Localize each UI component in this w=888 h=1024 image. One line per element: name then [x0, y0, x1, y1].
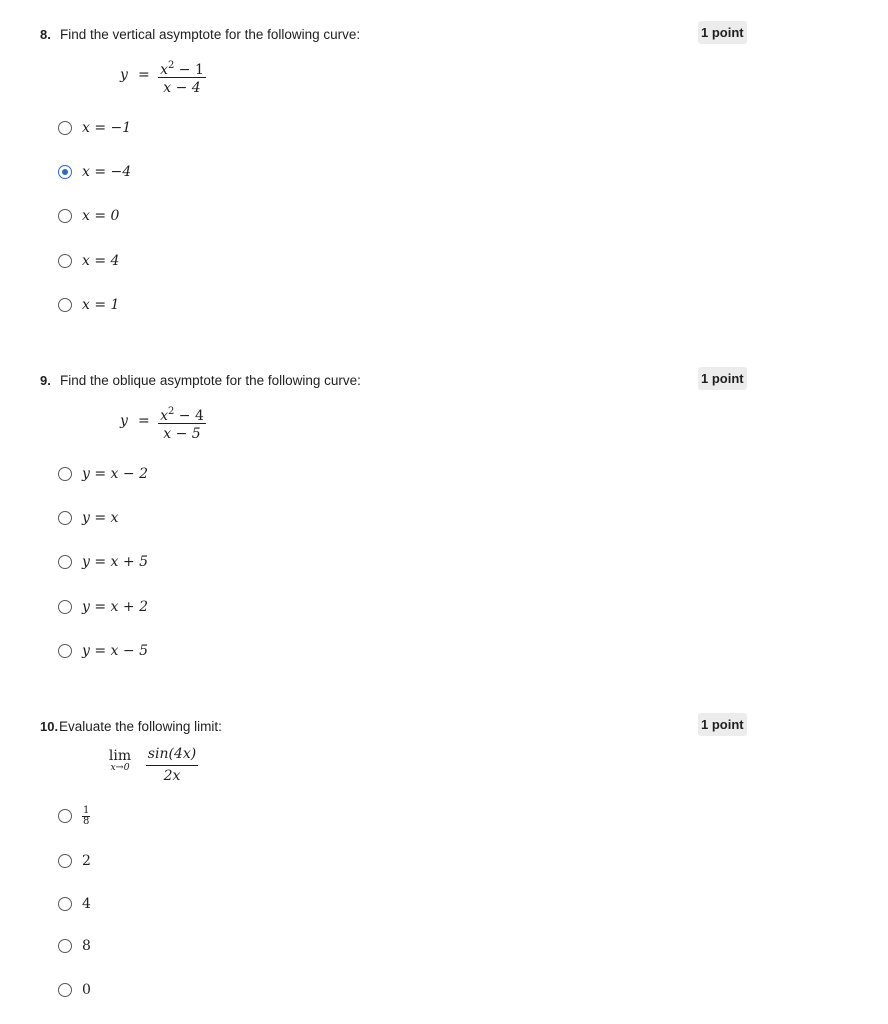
answer-option[interactable] [58, 464, 148, 484]
radio-button[interactable] [58, 939, 72, 953]
equation [0, 719, 300, 789]
equation [0, 401, 300, 451]
option-fraction-denominator: 8 [83, 815, 90, 827]
points-badge: 1 point [698, 21, 747, 44]
fraction-numerator: x [160, 62, 168, 78]
radio-button[interactable] [58, 121, 72, 135]
radio-button[interactable] [58, 983, 72, 997]
option-label: y = x − 2 [82, 466, 148, 482]
radio-button[interactable] [58, 600, 72, 614]
fraction-denominator: x − 4 [163, 80, 201, 96]
option-label: x = −4 [82, 164, 132, 180]
answer-option[interactable] [58, 806, 90, 826]
question-number: 8. [40, 27, 51, 42]
answer-option[interactable] [58, 851, 91, 871]
radio-button[interactable] [58, 511, 72, 525]
answer-option[interactable] [58, 597, 148, 617]
answer-option[interactable] [58, 295, 119, 315]
option-label: x = 4 [82, 253, 120, 269]
option-label: 8 [82, 938, 91, 954]
option-label: 0 [82, 982, 91, 998]
option-fraction [82, 804, 90, 827]
fraction-denominator: 2x [163, 768, 181, 784]
numerator-exponent: 2 [167, 60, 175, 71]
answer-option[interactable] [58, 641, 148, 661]
radio-button-selected[interactable] [58, 165, 72, 179]
answer-option[interactable] [58, 118, 131, 138]
radio-button[interactable] [58, 854, 72, 868]
equation-fraction [158, 401, 206, 444]
equation-lhs: y [120, 67, 128, 83]
points-badge: 1 point [698, 713, 747, 736]
fraction-numerator: sin(4x) [147, 746, 197, 762]
option-label: x = 1 [82, 297, 120, 313]
answer-option[interactable] [58, 251, 119, 271]
answer-option[interactable] [58, 894, 91, 914]
option-label: 4 [82, 896, 91, 912]
numerator-rest: − 4 [174, 408, 204, 424]
question-text: Find the oblique asymptote for the following curve: [60, 373, 361, 388]
radio-button[interactable] [58, 209, 72, 223]
option-fraction-numerator: 1 [83, 804, 90, 816]
limit-subscript: x→0 [110, 762, 130, 773]
points-badge: 1 point [698, 367, 747, 390]
equation-lhs: y [120, 413, 128, 429]
option-label: y = x + 2 [82, 599, 148, 615]
answer-option[interactable] [58, 936, 91, 956]
question-number: 10. [40, 719, 59, 734]
radio-button[interactable] [58, 809, 72, 823]
question-text: Find the vertical asymptote for the following curve: [60, 27, 361, 42]
answer-option[interactable] [58, 552, 148, 572]
equation-fraction [158, 55, 206, 98]
radio-button[interactable] [58, 254, 72, 268]
radio-button[interactable] [58, 897, 72, 911]
question-number: 9. [40, 373, 51, 388]
option-label: x = −1 [82, 120, 132, 136]
equation-fraction [146, 743, 198, 786]
radio-button[interactable] [58, 467, 72, 481]
option-label: y = x − 5 [82, 643, 148, 659]
limit-operator [104, 749, 136, 773]
radio-button[interactable] [58, 644, 72, 658]
fraction-denominator: x − 5 [163, 426, 201, 442]
radio-button[interactable] [58, 298, 72, 312]
numerator-exponent: 2 [167, 406, 175, 417]
equation [0, 55, 300, 105]
option-label: x = 0 [82, 208, 120, 224]
question-text: Evaluate the following limit: [59, 719, 222, 734]
option-label: y = x + 5 [82, 554, 148, 570]
answer-option[interactable] [58, 980, 91, 1000]
option-label: 2 [82, 853, 91, 869]
equation-equals: = [138, 67, 150, 83]
equation-equals: = [138, 413, 150, 429]
numerator-rest: − 1 [174, 62, 204, 78]
answer-option[interactable] [58, 508, 118, 528]
radio-button[interactable] [58, 555, 72, 569]
option-label: y = x [82, 510, 119, 526]
fraction-numerator: x [160, 408, 168, 424]
answer-option[interactable] [58, 206, 119, 226]
answer-option[interactable] [58, 162, 131, 182]
limit-word: lim [108, 748, 132, 764]
